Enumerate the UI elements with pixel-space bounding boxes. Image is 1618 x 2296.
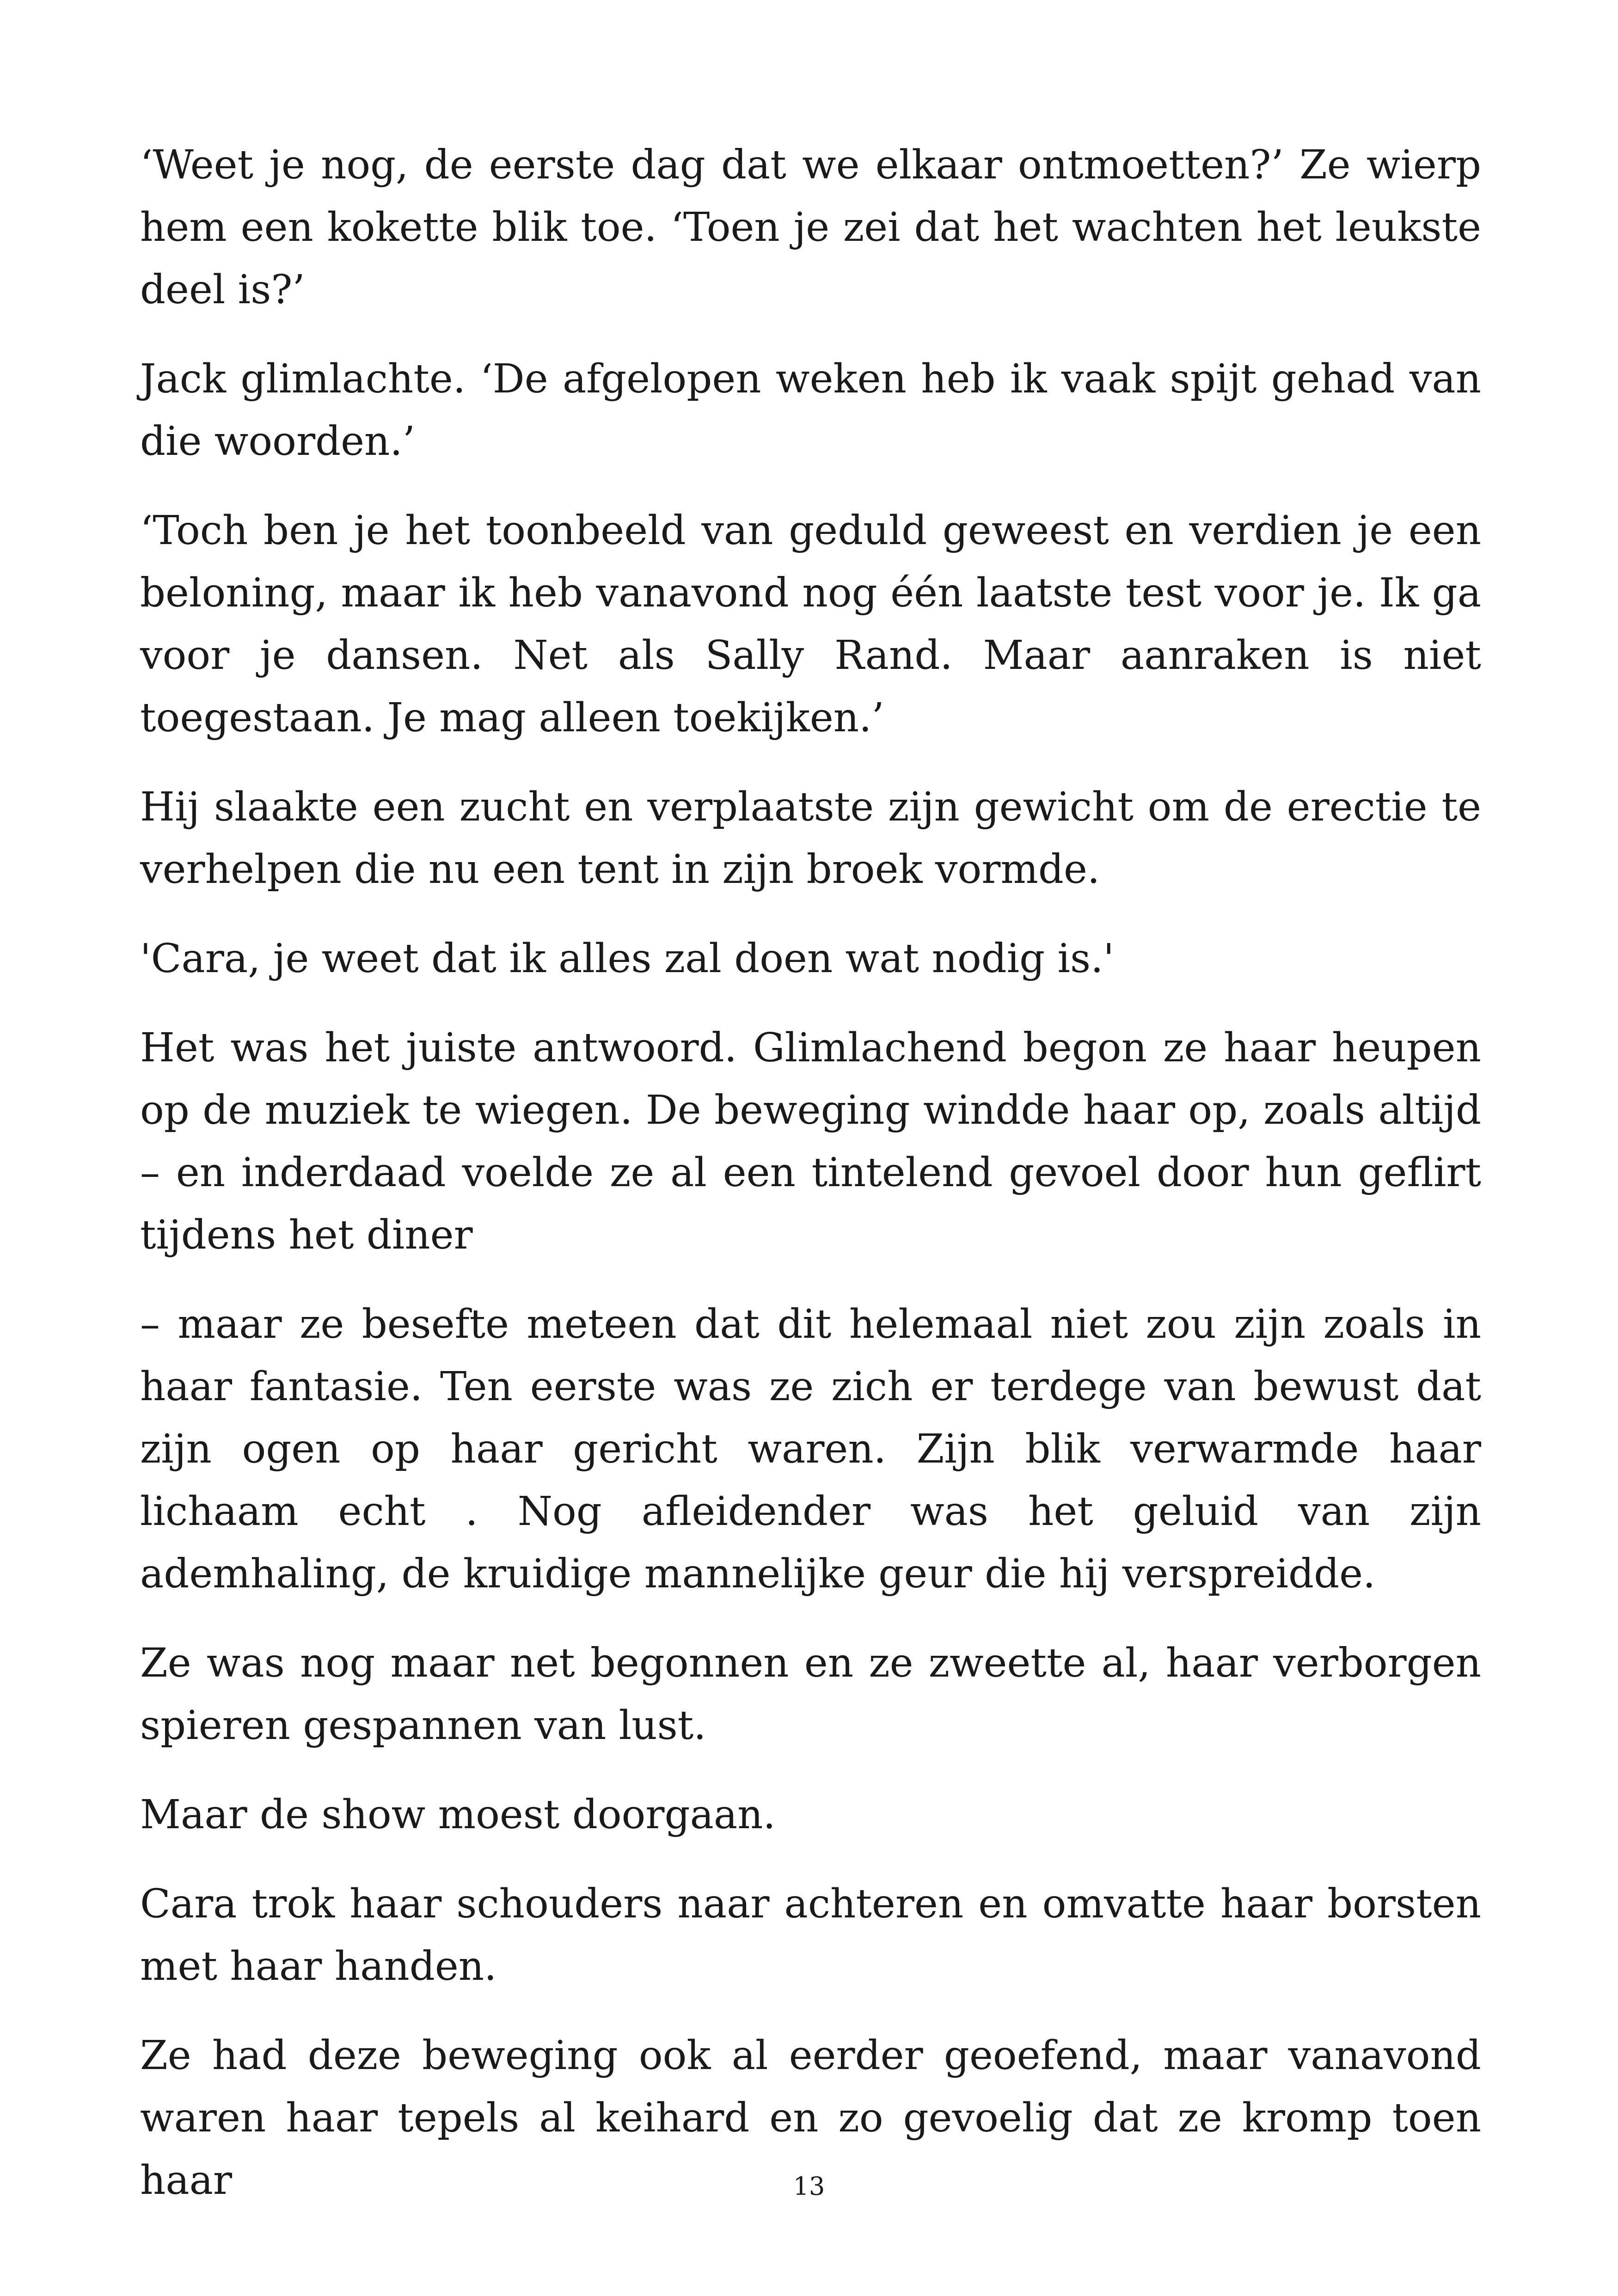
paragraph: ‘Weet je nog, de eerste dag dat we elkaar ontmoetten?’ Ze wierp hem een kokette blik toe. ‘Toen je zei dat het wachten het leukste deel is?’ xyxy=(140,142,1481,313)
paragraph: Ze was nog maar net begonnen en ze zweette al, haar verborgen spieren gespannen van lust. xyxy=(140,1640,1481,1749)
paragraph: Cara trok haar schouders naar achteren en omvatte haar borsten met haar handen. xyxy=(140,1881,1481,1990)
paragraph: Het was het juiste antwoord. Glimlachend begon ze haar heupen op de muziek te wiegen. De beweging windde haar op, zoals altijd – en inderdaad voelde ze al een tintelend gevoel door hun geflirt tijdens het diner xyxy=(140,1025,1481,1258)
paragraph: Hij slaakte een zucht en verplaatste zijn gewicht om de erectie te verhelpen die nu een tent in zijn broek vormde. xyxy=(140,784,1481,893)
page-number: 13 xyxy=(793,2172,825,2201)
paragraph: 'Cara, je weet dat ik alles zal doen wat nodig is.' xyxy=(140,936,1115,982)
paragraph: ‘Toch ben je het toonbeeld van geduld geweest en verdien je een beloning, maar ik heb vanavond nog één laatste test voor je. Ik ga voor je dansen. Net als Sally Rand. Maar aanraken is niet toegestaan. Je mag alleen toekijken.’ xyxy=(140,508,1481,741)
paragraph: Maar de show moest doorgaan. xyxy=(140,1792,776,1838)
body-text xyxy=(140,134,1481,2212)
paragraph: Jack glimlachte. ‘De afgelopen weken heb ik vaak spijt gehad van die woorden.’ xyxy=(140,356,1481,465)
paragraph: – maar ze besefte meteen dat dit helemaal niet zou zijn zoals in haar fantasie. Ten eerste was ze zich er terdege van bewust dat zijn ogen op haar gericht waren. Zijn blik verwarmde haar lichaam echt . Nog afleidender was het geluid van zijn ademhaling, de kruidige mannelijke geur die hij verspreidde. xyxy=(140,1301,1481,1597)
paragraph: Ze had deze beweging ook al eerder geoefend, maar vanavond waren haar tepels al keihard en zo gevoelig dat ze kromp toen haar xyxy=(140,2033,1481,2204)
